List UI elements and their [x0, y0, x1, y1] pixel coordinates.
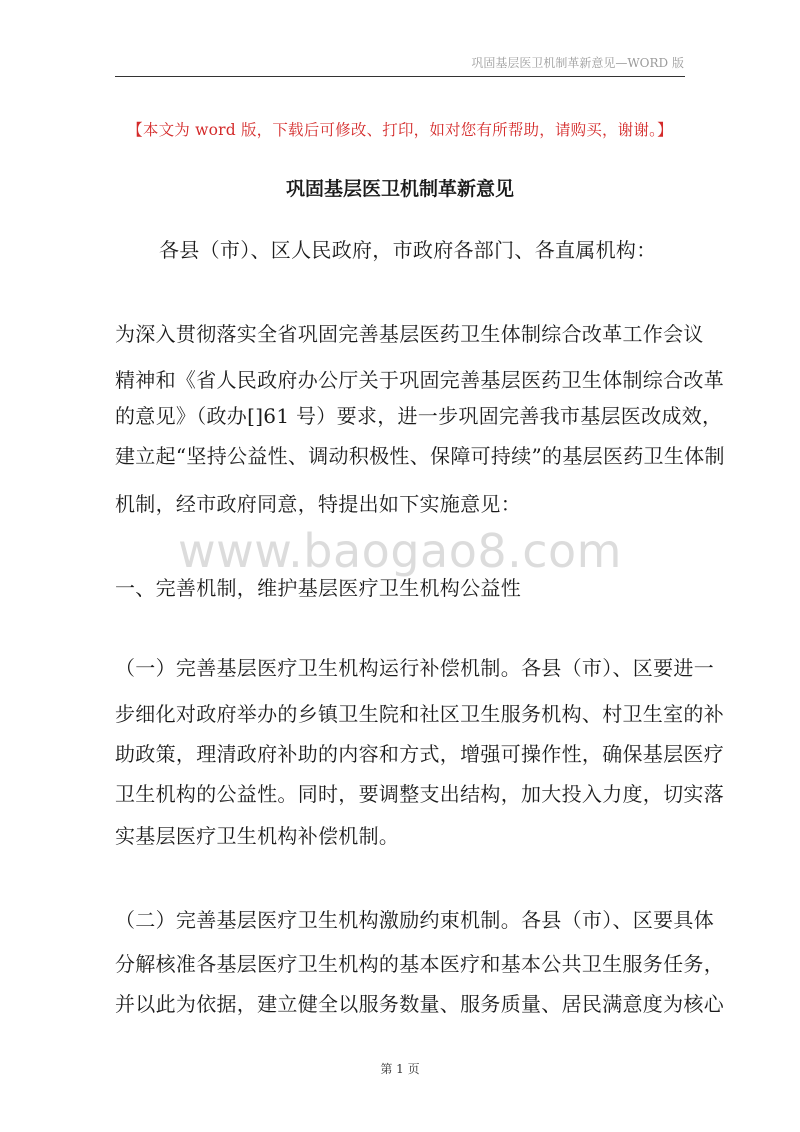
paragraph-line: 建立起“坚持公益性、调动积极性、保障可持续”的基层医药卫生体制: [115, 444, 725, 468]
section-heading: 一、完善机制，维护基层医疗卫生机构公益性: [115, 576, 521, 600]
paragraph-line: 的意见》（政办[]61 号）要求，进一步巩固完善我市基层医改成效，: [115, 404, 723, 428]
paragraph-line: 助政策，理清政府补助的内容和方式，增强可操作性，确保基层医疗: [115, 742, 724, 766]
paragraph-line: 卫生机构的公益性。同时，要调整支出结构，加大投入力度，切实落: [115, 782, 724, 806]
salutation: 各县（市）、区人民政府，市政府各部门、各直属机构：: [159, 238, 657, 262]
page-header-text: 巩固基层医卫机制革新意见—WORD 版: [471, 56, 684, 70]
document-title: 巩固基层医卫机制革新意见: [285, 178, 514, 200]
paragraph-line: 实基层医疗卫生机构补偿机制。: [115, 824, 400, 848]
page-number: 第 1 页: [380, 1062, 420, 1076]
paragraph-line: 步细化对政府举办的乡镇卫生院和社区卫生服务机构、村卫生室的补: [115, 702, 724, 726]
paragraph-line: 精神和《省人民政府办公厅关于巩固完善基层医药卫生体制综合改革: [115, 368, 724, 392]
header-rule: [115, 76, 685, 77]
watermark: www.baogao8.com: [178, 524, 622, 578]
paragraph-line: 机制，经市政府同意，特提出如下实施意见：: [115, 492, 521, 516]
paragraph-line: 为深入贯彻落实全省巩固完善基层医药卫生体制综合改革工作会议: [115, 322, 704, 346]
purchase-notice: 【本文为 word 版，下载后可修改、打印，如对您有所帮助，请购买，谢谢。】: [127, 121, 673, 139]
paragraph-line: （一）完善基层医疗卫生机构运行补偿机制。各县（市）、区要进一: [115, 656, 714, 680]
paragraph-line: 并以此为依据，建立健全以服务数量、服务质量、居民满意度为核心: [115, 992, 724, 1016]
paragraph-line: 分解核准各基层医疗卫生机构的基本医疗和基本公共卫生服务任务，: [115, 952, 724, 976]
paragraph-line: （二）完善基层医疗卫生机构激励约束机制。各县（市）、区要具体: [115, 908, 714, 932]
